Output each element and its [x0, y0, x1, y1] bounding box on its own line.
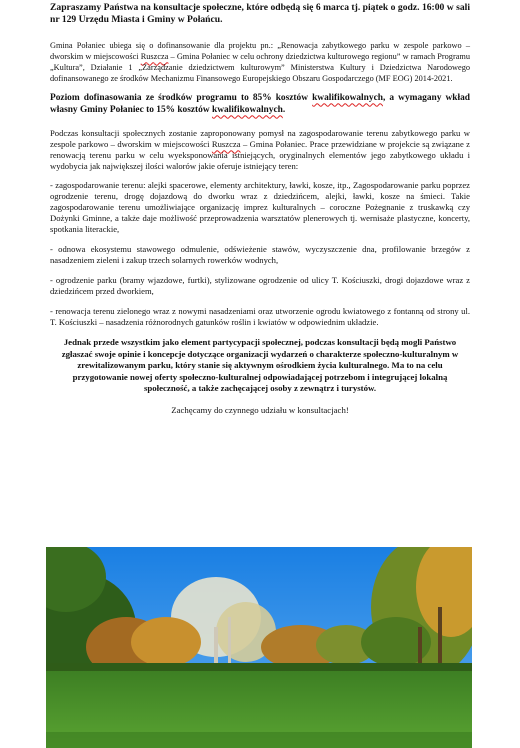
funding-text-end: – Gmina Połaniec w celu ochrony dziedzictwa kulturowego regionu” w ramach Programu „Kultura”, Działanie 1 „Zarządzanie dziedzictwem kulturowym” Ministerstwa Kultury i Dziedzictwa Narodowego dofinansowanego ze środków Mechanizmu Finansowego Europejskiego Obszaru Gospodarczego (MF EOG) 2014-2021.	[50, 52, 470, 84]
consult-place-name: Ruszcza	[211, 139, 241, 150]
list-item: - odnowa ekosystemu stawowego odmulenie, odświeżenie stawów, wyczyszczenie dna, profilowanie brzegów z nasadzeniem zieleni i zakup trzech solarnych rowerków wodnych,	[50, 244, 470, 266]
participation-paragraph: Jednak przede wszystkim jako element partycypacji społecznej, podczas konsultacji będą mogli Państwo zgłaszać swoje opinie i koncepcje dotyczące organizacji wydarzeń o charakterze społeczno-kulturalnym w zrewitalizowanym parku, który stanie się aktywnym ośrodkiem życia kulturalnego. Ma to na celu przygotowanie nowej oferty społeczno-kulturalnej odpowiadającej potrzebom i integrującej lokalną społeczność, a także zachęcającej osoby z zewnątrz i turystów.	[61, 337, 459, 394]
list-item: - renowacja terenu zielonego wraz z nowymi nasadzeniami oraz utworzenie ogrodu kwiatowego z fontanną od strony ul. T. Kościuszki – nasadzenia różnorodnych gatunków roślin i kwiatów w odpowiednim układzie.	[50, 306, 470, 328]
levels-term-a: kwalifikowalnych	[312, 93, 383, 104]
park-photo	[46, 547, 472, 748]
consult-text-start: Podczas konsultacji społecznych zostanie zaproponowany pomysł na zagospodarowanie terenu zabytkowego parku w zespole parkowo – dworskim w miejscowości	[50, 128, 470, 150]
consultation-paragraph	[50, 128, 470, 172]
invitation-line: Zachęcamy do czynnego udziału w konsultacjach!	[171, 405, 349, 416]
funding-levels-paragraph	[50, 92, 470, 116]
levels-text-end: .	[282, 105, 286, 116]
intro-paragraph: Zapraszamy Państwa na konsultacje społeczne, które odbędą się 6 marca tj. piątek o godz. 16:00 w sali nr 129 Urzędu Miasta i Gminy w Połańcu.	[50, 2, 470, 26]
levels-text-a: Poziom dofinasowania ze środków programu to 85% kosztów	[50, 93, 313, 104]
funding-paragraph	[50, 40, 470, 84]
funding-text-start: Gmina Połaniec ubiega się o dofinansowanie dla projektu pn.: „Renowacja zabytkowego parku w zespole parkowo – dworskim w miejscowości	[50, 41, 470, 62]
list-item: - ogrodzenie parku (bramy wjazdowe, furtki), stylizowane ogrodzenie od ulicy T. Kościuszki, drogi dojazdowe wraz z dziedzińcem przed dworkiem,	[50, 275, 470, 297]
place-name: Ruszcza	[140, 52, 169, 62]
levels-term-b: kwalifikowalnych	[211, 105, 283, 116]
list-item: - zagospodarowanie terenu: alejki spacerowe, elementy architektury, ławki, kosze, itp., Zagospodarowanie parku poprzez ogrodzenie terenu, drogę dojazdową do dworku wraz z dziedzińcem, alejki, ławki, kosze na śmieci. Takie zagospodarowanie terenu umożliwiające organizację imprez kulturalnych – coroczne Pożegnanie z truskawką czy Dożynki Gminne, a także daje możliwość przeprowadzenia warsztatów plenerowych tj. wernisaże plastyczne, koncerty, spotkania literackie,	[50, 180, 470, 235]
consult-text-end: – Gmina Połaniec. Prace przewidziane w projekcie są związane z renowacją terenu parku w celu wyeksponowania istniejących, oryginalnych elementów jego zabytkowego układu i wydobycia jak największej ilości walorów jakie oferuje istniejący teren:	[50, 139, 470, 172]
levels-text-b: , a wymagany wkład własny Gminy Połaniec to 15% kosztów	[50, 93, 470, 116]
